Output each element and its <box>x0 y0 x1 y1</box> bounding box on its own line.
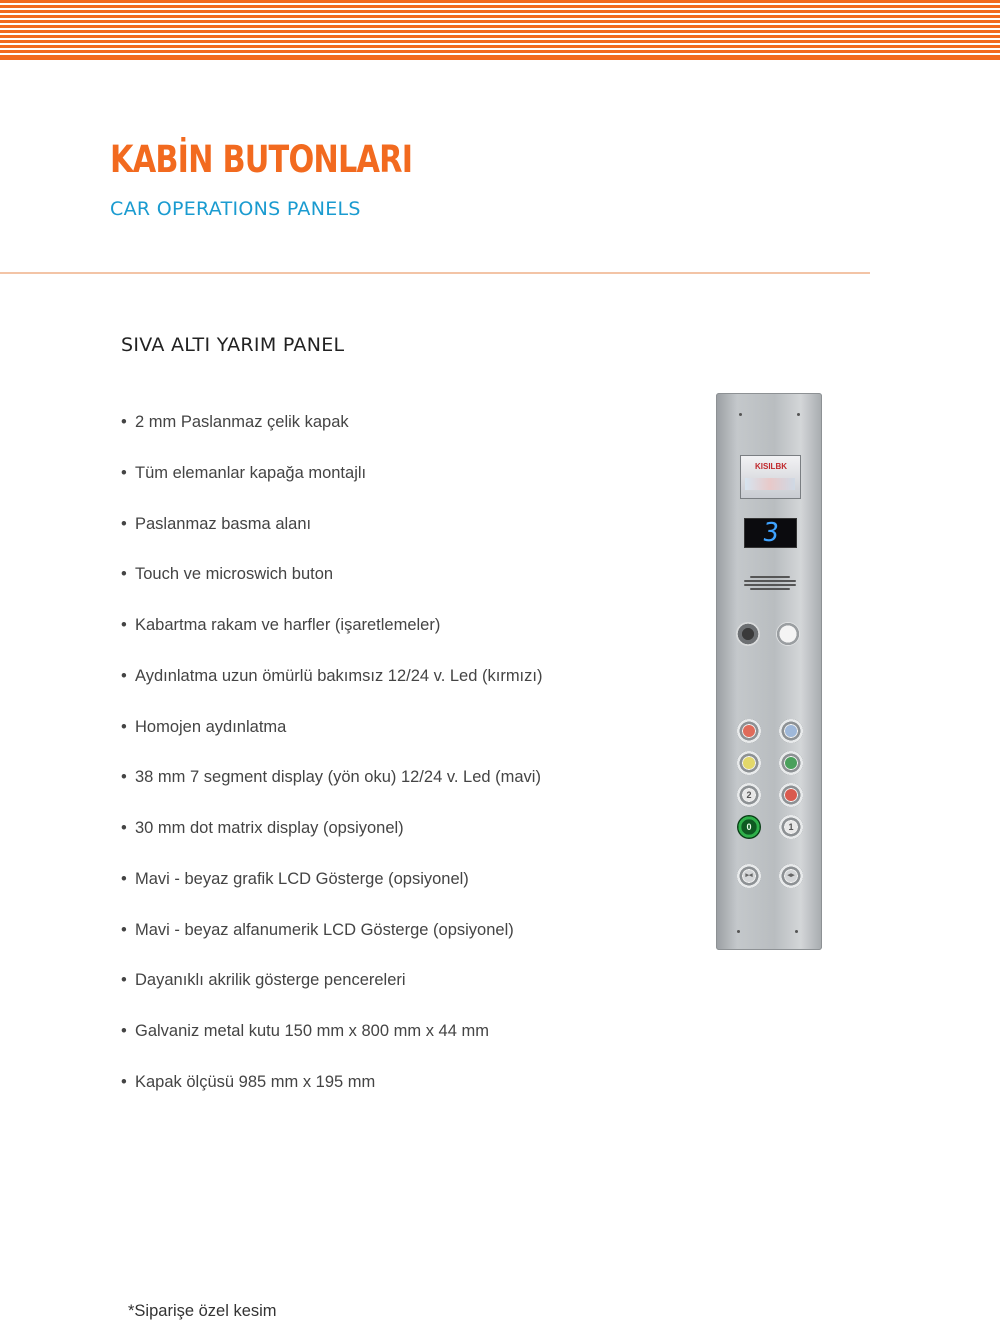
screw-icon <box>739 413 742 416</box>
feature-item: • Kabartma rakam ve harfler (işaretlemeler) <box>121 613 542 664</box>
bullet: • <box>121 463 127 482</box>
footnote: *Siparişe özel kesim <box>128 1302 277 1320</box>
feature-item: • 38 mm 7 segment display (yön oku) 12/24 v. Led (mavi) <box>121 765 542 816</box>
feature-item: • Tüm elemanlar kapağa montajlı <box>121 461 542 512</box>
feature-item: • 30 mm dot matrix display (opsiyonel) <box>121 816 542 867</box>
section-title: SIVA ALTI YARIM PANEL <box>121 334 345 356</box>
car-operating-panel-image <box>716 393 822 950</box>
bullet: • <box>121 920 127 939</box>
feature-item: • Aydınlatma uzun ömürlü bakımsız 12/24 v. Led (kırmızı) <box>121 664 542 715</box>
bullet: • <box>121 971 127 990</box>
bullet: • <box>121 616 127 634</box>
floor-button-2[interactable]: 2 <box>737 783 761 807</box>
speaker-grille-icon <box>744 576 796 598</box>
bullet: • <box>121 514 127 533</box>
floor-button-1[interactable]: 1 <box>779 815 803 839</box>
bullet: • <box>121 819 127 837</box>
screw-icon <box>737 930 740 933</box>
nameplate-graphic <box>745 478 795 490</box>
header-stripes <box>0 0 1000 60</box>
bullet: • <box>121 768 127 787</box>
divider <box>0 272 870 274</box>
door-close-button[interactable]: ▸◂ <box>737 864 761 888</box>
floor-display-digit: 3 <box>760 518 781 548</box>
feature-item: • Homojen aydınlatma <box>121 715 542 766</box>
floor-button[interactable] <box>779 751 803 775</box>
feature-item: • Touch ve microswich buton <box>121 562 542 613</box>
feature-list <box>121 410 542 1121</box>
feature-item: • 2 mm Paslanmaz çelik kapak <box>121 410 542 461</box>
feature-item: • Galvaniz metal kutu 150 mm x 800 mm x 44 mm <box>121 1019 542 1070</box>
alarm-button[interactable] <box>737 719 761 743</box>
feature-item: • Dayanıklı akrilik gösterge pencereleri <box>121 968 542 1019</box>
light-sensor-icon <box>776 622 800 646</box>
bullet: • <box>121 1072 127 1091</box>
camera-icon <box>736 622 760 646</box>
nameplate <box>740 455 801 499</box>
door-open-button[interactable]: ◂▸ <box>779 864 803 888</box>
bullet: • <box>121 869 127 888</box>
feature-item: • Mavi - beyaz alfanumerik LCD Gösterge (opsiyonel) <box>121 918 542 969</box>
bullet: • <box>121 1022 127 1040</box>
page-subtitle: CAR OPERATIONS PANELS <box>110 198 361 220</box>
feature-item: • Kapak ölçüsü 985 mm x 195 mm <box>121 1070 542 1121</box>
floor-button[interactable] <box>737 751 761 775</box>
floor-display <box>744 518 797 548</box>
screw-icon <box>797 413 800 416</box>
feature-item: • Paslanmaz basma alanı <box>121 512 542 563</box>
feature-item: • Mavi - beyaz grafik LCD Gösterge (opsiyonel) <box>121 867 542 918</box>
screw-icon <box>795 930 798 933</box>
floor-button[interactable] <box>779 783 803 807</box>
bullet: • <box>121 413 127 431</box>
phone-button[interactable] <box>779 719 803 743</box>
bullet: • <box>121 565 127 584</box>
floor-button-0[interactable]: 0 <box>737 815 761 839</box>
nameplate-logo: KISILBK <box>755 462 787 471</box>
bullet: • <box>121 666 127 685</box>
bullet: • <box>121 717 127 736</box>
page-title: KABİN BUTONLARI <box>110 138 413 181</box>
